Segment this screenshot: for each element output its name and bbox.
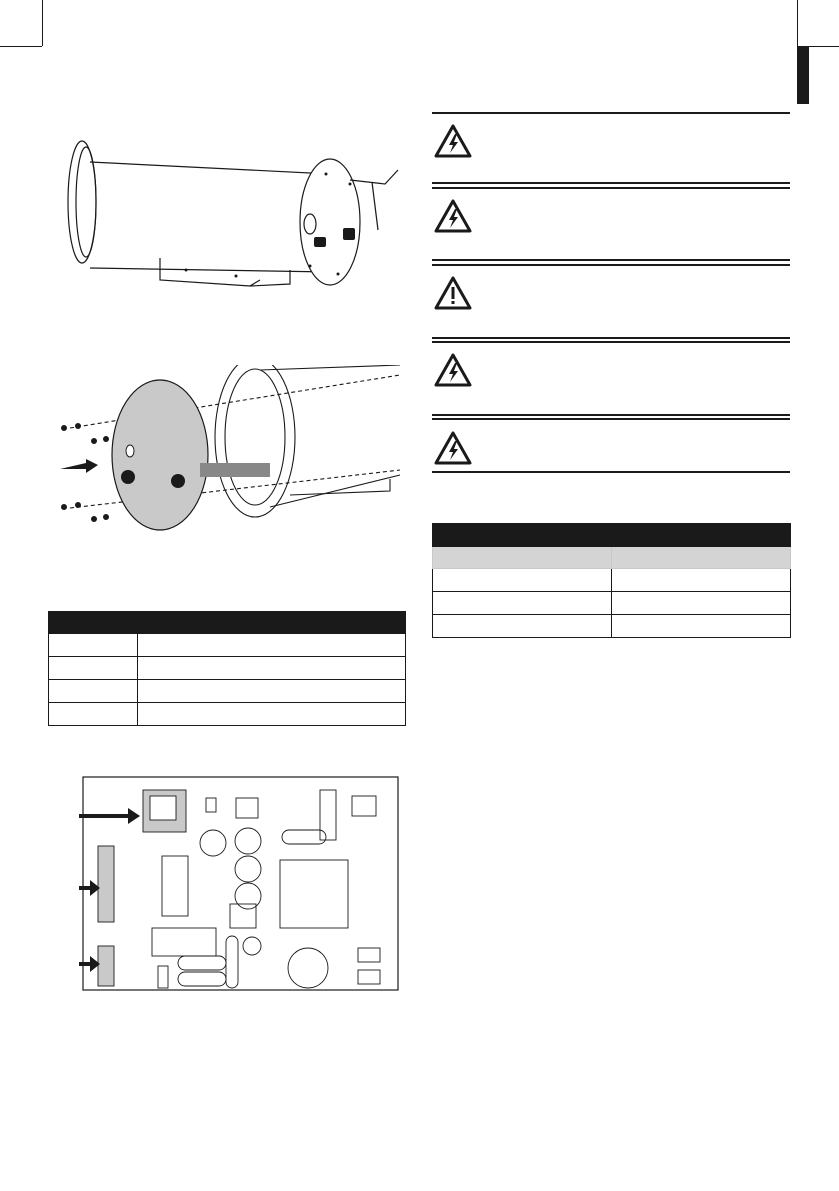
electric-shock-warning-icon [434,353,472,387]
right-table [432,523,791,638]
language-tab [797,46,809,104]
crop-mark [0,46,42,47]
table-cell [138,703,406,726]
electric-shock-warning-icon [434,431,472,465]
table-row [433,592,791,615]
crop-mark [42,0,43,46]
left-table [48,611,406,726]
table-cell [49,680,138,703]
table-row [49,657,406,680]
warning-box [432,187,790,261]
table-cell [49,703,138,726]
table-cell [612,569,791,592]
table-cell [433,615,612,638]
table-cell [49,657,138,680]
right-table-subheader [433,547,612,569]
housing-rear-flange-removal-illustration [50,365,405,540]
circuit-board-connectors-illustration [76,776,401,994]
table-cell [138,657,406,680]
warning-box [432,112,790,186]
table-cell [433,592,612,615]
crop-mark [797,0,798,46]
right-table-subheader [612,547,791,569]
table-row [49,680,406,703]
right-table-header [433,524,791,547]
table-cell [612,615,791,638]
housing-closed-illustration [60,140,405,290]
table-row [49,634,406,657]
warning-box [432,264,790,338]
warning-box [432,341,790,415]
general-warning-icon [434,276,472,310]
electric-shock-warning-icon [434,124,472,158]
left-table-header [49,612,406,634]
warning-box [432,418,790,474]
electric-shock-warning-icon [434,199,472,233]
table-row [49,703,406,726]
table-cell [138,634,406,657]
table-cell [433,569,612,592]
table-row [433,569,791,592]
table-cell [138,680,406,703]
table-row [433,615,791,638]
table-cell [612,592,791,615]
table-cell [49,634,138,657]
